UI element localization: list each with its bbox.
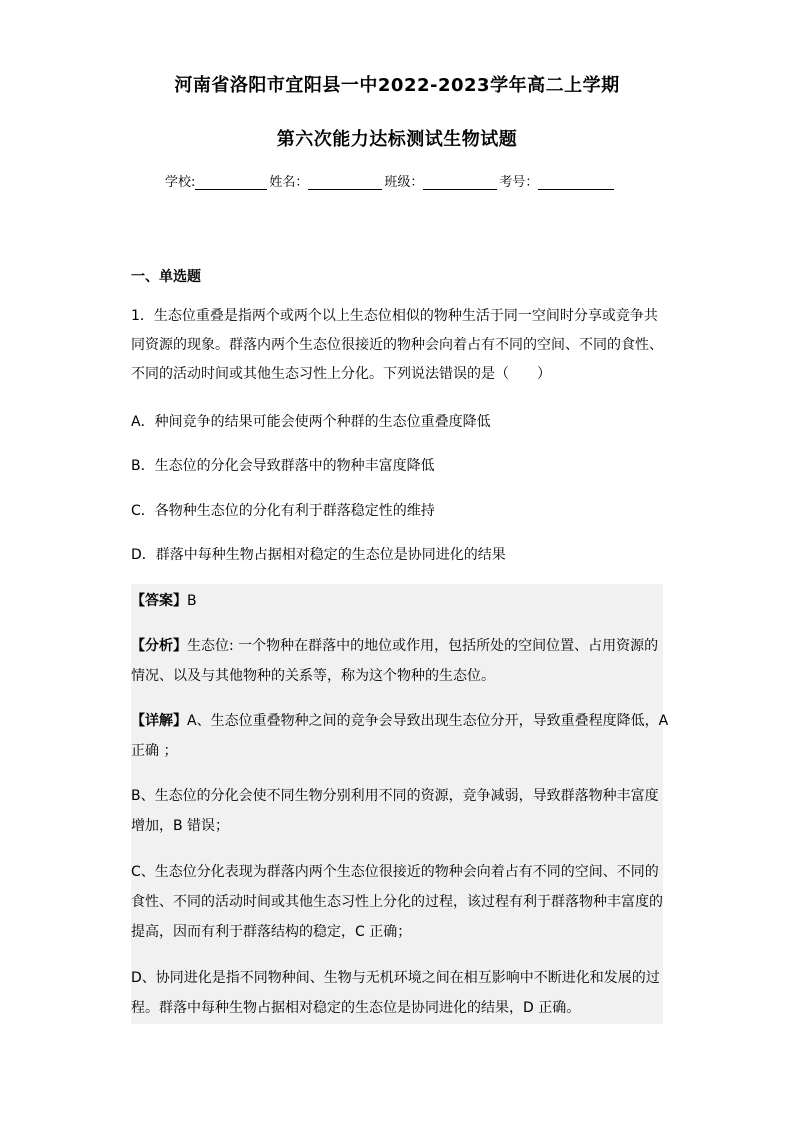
class-blank[interactable] [423,175,497,190]
exam-number-label: 考号： [499,175,539,190]
analysis-label: 【分析】 [131,638,187,654]
name-label: 姓名： [269,175,309,190]
answer-label: 【答案】 [131,593,187,609]
detail-b-line2: 增加，B 错误； [131,818,230,834]
option-d: D．群落中每种生物占据相对稳定的生态位是协同进化的结果 [131,547,506,563]
detail-a-line1 [131,706,671,736]
document-title-line2: 第六次能力达标测试生物试题 [276,129,518,150]
student-info-row [165,171,616,190]
detail-d-line2: 程。群落中每种生物占据相对稳定的生态位是协同进化的结果，D 正确。 [131,1000,581,1016]
section-title: 一、单选题 [131,269,201,285]
school-blank[interactable] [195,175,267,190]
question-stem-line3: 不同的活动时间或其他生态习性上分化。下列说法错误的是（ ） [131,366,551,382]
analysis-line2: 情况、以及与其他物种的关系等，称为这个物种的生态位。 [131,668,495,684]
detail-label: 【详解】 [131,713,187,729]
option-a: A．种间竞争的结果可能会使两个种群的生态位重叠度降低 [131,414,491,430]
detail-d-line1: D、协同进化是指不同物种间、生物与无机环境之间在相互影响中不断进化和发展的过 [131,970,660,986]
question-stem-line2: 同资源的现象。群落内两个生态位很接近的物种会向着占有不同的空间、不同的食性、 [131,337,663,353]
option-b: B．生态位的分化会导致群落中的物种丰富度降低 [131,458,435,474]
detail-c-line2: 食性、不同的活动时间或其他生态习性上分化的过程，该过程有利于群落物种丰富度的 [131,894,663,910]
analysis-text1: 生态位: 一个物种在群落中的地位或作用，包括所处的空间位置、占用资源的 [187,638,659,654]
detail-c-line3: 提高，因而有利于群落结构的稳定，C 正确； [131,924,412,940]
document-title-line1: 河南省洛阳市宜阳县一中2022-2023学年高二上学期 [174,75,620,96]
detail-a-line2: 正确 ； [131,743,178,759]
detail-b-line1: B、生态位的分化会使不同生物分别利用不同的资源，竞争减弱，导致群落物种丰富度 [131,788,659,804]
analysis-line1 [131,631,671,661]
detail-c-line1: C、生态位分化表现为群落内两个生态位很接近的物种会向着占有不同的空间、不同的 [131,864,659,880]
exam-number-blank[interactable] [538,175,614,190]
question-stem-line1: 1．生态位重叠是指两个或两个以上生态位相似的物种生活于同一空间时分享或竞争共 [131,308,658,324]
class-label: 班级： [384,175,424,190]
school-label: 学校: [165,175,196,190]
detail-a-text1: A、生态位重叠物种之间的竞争会导致出现生态位分开，导致重叠程度降低，A [187,713,669,729]
name-blank[interactable] [308,175,382,190]
answer-line [131,586,671,616]
option-c: C．各物种生态位的分化有利于群落稳定性的维持 [131,503,435,519]
answer-value: B [187,593,197,609]
